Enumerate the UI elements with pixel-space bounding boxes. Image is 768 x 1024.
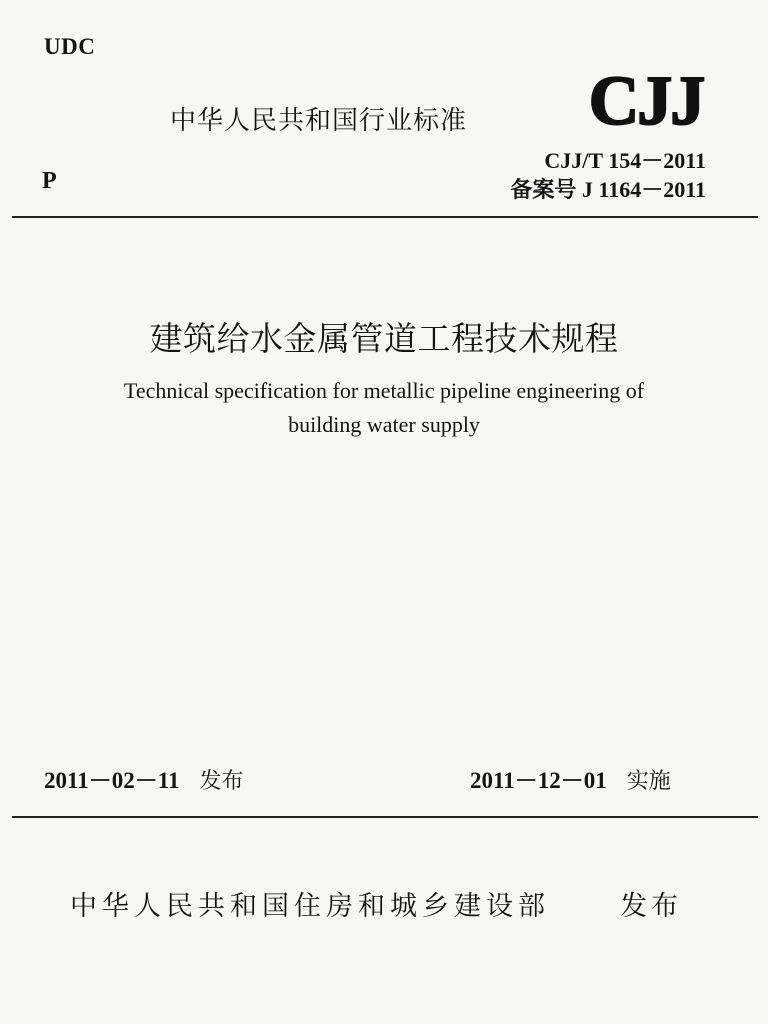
issuing-label: 发布 [620, 891, 682, 922]
cjj-logo [578, 62, 714, 134]
cjj-logo-text: CJJ [588, 63, 704, 134]
effective-date: 2011－12－01 [470, 768, 607, 793]
title-en-line-2: building water supply [288, 412, 480, 437]
issuing-authority: 中华人民共和国住房和城乡建设部 [70, 891, 550, 922]
issue-label: 发布 [199, 769, 244, 794]
standard-number-block [510, 146, 706, 204]
issue-date-line [44, 762, 243, 795]
effective-label: 实施 [626, 769, 671, 794]
document-title-zh: 建筑给水金属管道工程技术规程 [149, 319, 619, 358]
top-divider [12, 216, 758, 218]
filing-number: 备案号 J 1164－2011 [510, 177, 706, 202]
issue-date: 2011－02－11 [44, 768, 180, 793]
industry-standard-title: 中华人民共和国行业标准 [170, 106, 468, 136]
udc-label: UDC [44, 34, 96, 59]
standard-number: CJJ/T 154－2011 [544, 148, 706, 173]
effective-date-line [470, 762, 671, 795]
document-title-en [40, 374, 728, 442]
title-en-line-1: Technical specification for metallic pipeline engineering of [123, 378, 645, 403]
classification-code: P [42, 168, 57, 194]
bottom-divider [12, 816, 758, 818]
